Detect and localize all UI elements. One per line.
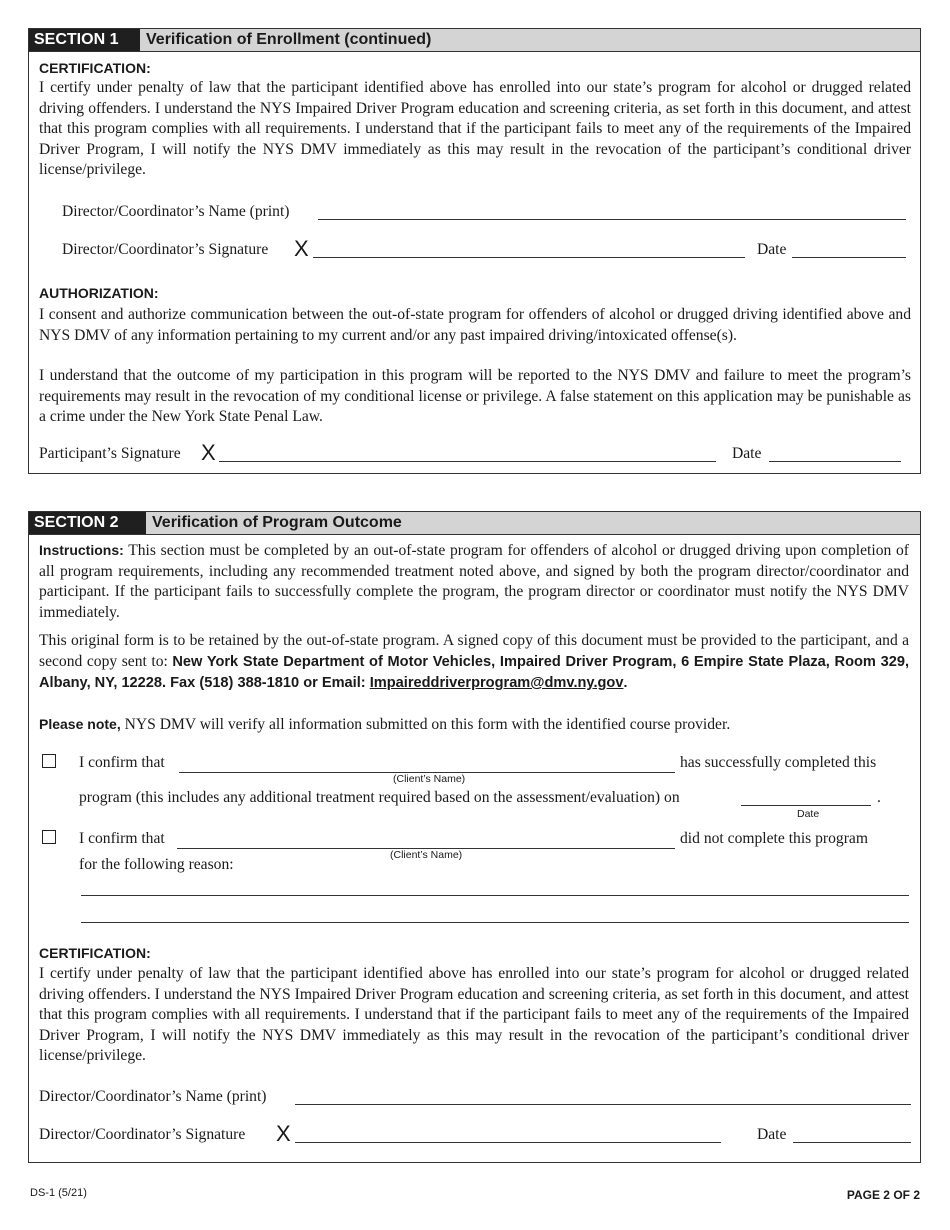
section-1-header <box>29 29 920 52</box>
participant-date-field[interactable] <box>769 461 901 462</box>
page-number: PAGE 2 OF 2 <box>846 1188 920 1202</box>
date-label: Date <box>757 1126 787 1143</box>
section-1-title: Verification of Enrollment (continued) <box>146 31 432 48</box>
instructions-text: This section must be completed by an out-of-state program for offenders of alcohol or drugged driving upon completion of all program requirements, including any recommended treatment noted above, and signed by both the program director/coordinator and participant. If the participant fails to successfully complete the program, the program director or coordinator must notify the NYS DMV immediately. <box>39 542 909 621</box>
dmv-email-link[interactable]: Impaireddriverprogram@dmv.ny.gov <box>369 675 624 691</box>
not-completed-checkbox[interactable] <box>42 830 56 844</box>
email-period: . <box>623 674 628 690</box>
director-signature-field[interactable] <box>295 1142 721 1143</box>
completed-suffix: has successfully completed this <box>680 754 877 771</box>
certification-text: I certify under penalty of law that the participant identified above has enrolled into our state’s program for alcohol or drugged related driving offenders. I understand the NYS Impaired Driver Program education and screening criteria, as set forth in this document, and attest that this program complies with all requirements. I understand that if the participant fails to meet any of the requirements of the Impaired Driver Program, I will notify the NYS DMV immediately as this may result in the revocation of the participant’s conditional driver license/privilege. <box>39 79 911 178</box>
reason-line-1[interactable] <box>81 895 909 896</box>
confirm-prefix: I confirm that <box>79 754 165 771</box>
signature-x-mark: X <box>201 440 216 465</box>
director-name-field[interactable] <box>318 219 906 220</box>
director-name-field[interactable] <box>295 1104 911 1105</box>
confirm-prefix: I confirm that <box>79 830 165 847</box>
signature-x-mark: X <box>294 236 309 261</box>
please-note-label: Please note, <box>39 716 121 732</box>
reason-line-2[interactable] <box>81 922 909 923</box>
program-period: . <box>877 789 881 806</box>
certification-heading: CERTIFICATION: <box>39 60 151 76</box>
signature-x-mark: X <box>276 1121 291 1146</box>
section-2-tag: SECTION 2 <box>29 512 146 534</box>
director-signature-label: Director/Coordinator’s Signature <box>62 241 269 258</box>
date-label: Date <box>757 241 787 258</box>
date-caption: Date <box>797 808 820 820</box>
please-note-text: NYS DMV will verify all information submitted on this form with the identified course provider. <box>120 716 731 733</box>
client-name-caption: (Client’s Name) <box>393 773 466 785</box>
retain-text: This original form is to be retained by the out-of-state program. A signed copy of this document must be provided to the participant, and a second copy sent to: <box>39 632 909 670</box>
section-2-header <box>29 512 920 535</box>
program-text: program (this includes any additional treatment required based on the assessment/evaluation) on <box>79 789 680 806</box>
director-name-label: Director/Coordinator’s Name (print) <box>62 203 290 220</box>
section-1-tag: SECTION 1 <box>29 29 140 51</box>
retain-paragraph <box>39 631 909 694</box>
section-2 <box>28 511 921 1163</box>
section-1 <box>28 28 921 474</box>
director-name-label: Director/Coordinator’s Name (print) <box>39 1088 267 1105</box>
dmv-address: New York State Department of Motor Vehicles, Impaired Driver Program, 6 Empire State Plaza, Room 329, Albany, NY, 12228. Fax (518) 388-1810 or Email: <box>39 653 909 691</box>
certification-heading: CERTIFICATION: <box>39 945 151 961</box>
client-name-caption: (Client’s Name) <box>390 849 463 861</box>
instructions-paragraph <box>39 540 909 623</box>
authorization-text-2: I understand that the outcome of my participation in this program will be reported to the NYS DMV and failure to meet the program’s requirements may result in the revocation of my conditional license or privilege. A false statement on this application may be punishable as a crime under the New York State Penal Law. <box>39 367 911 425</box>
completion-date-field[interactable] <box>741 805 871 806</box>
director-signature-label: Director/Coordinator’s Signature <box>39 1126 246 1143</box>
reason-label: for the following reason: <box>79 856 234 873</box>
section-2-title: Verification of Program Outcome <box>152 514 402 531</box>
date-label: Date <box>732 445 762 462</box>
director-date-field[interactable] <box>792 257 906 258</box>
instructions-label: Instructions: <box>39 542 124 558</box>
please-note-paragraph <box>39 714 909 736</box>
completed-checkbox[interactable] <box>42 754 56 768</box>
certification-text: I certify under penalty of law that the participant identified above has enrolled into our state’s program for alcohol or drugged related driving offenders. I understand the NYS Impaired Driver Program education and screening criteria, as set forth in this document, and attest that this program complies with all requirements. I understand that if the participant fails to meet any of the requirements of the Impaired Driver Program, I will notify the NYS DMV immediately as this may result in the revocation of the participant’s conditional driver license/privilege. <box>39 965 909 1064</box>
form-id: DS-1 (5/21) <box>30 1187 87 1199</box>
authorization-text-1: I consent and authorize communication between the out-of-state program for offenders of alcohol or drugged driving identified above and NYS DMV of any information pertaining to my current and/or any past impaired driving/intoxicated offense(s). <box>39 306 911 344</box>
participant-signature-field[interactable] <box>219 461 716 462</box>
director-signature-field[interactable] <box>313 257 745 258</box>
participant-signature-label: Participant’s Signature <box>39 445 181 462</box>
authorization-heading: AUTHORIZATION: <box>39 285 159 301</box>
director-date-field[interactable] <box>793 1142 911 1143</box>
not-complete-suffix: did not complete this program <box>680 830 868 847</box>
